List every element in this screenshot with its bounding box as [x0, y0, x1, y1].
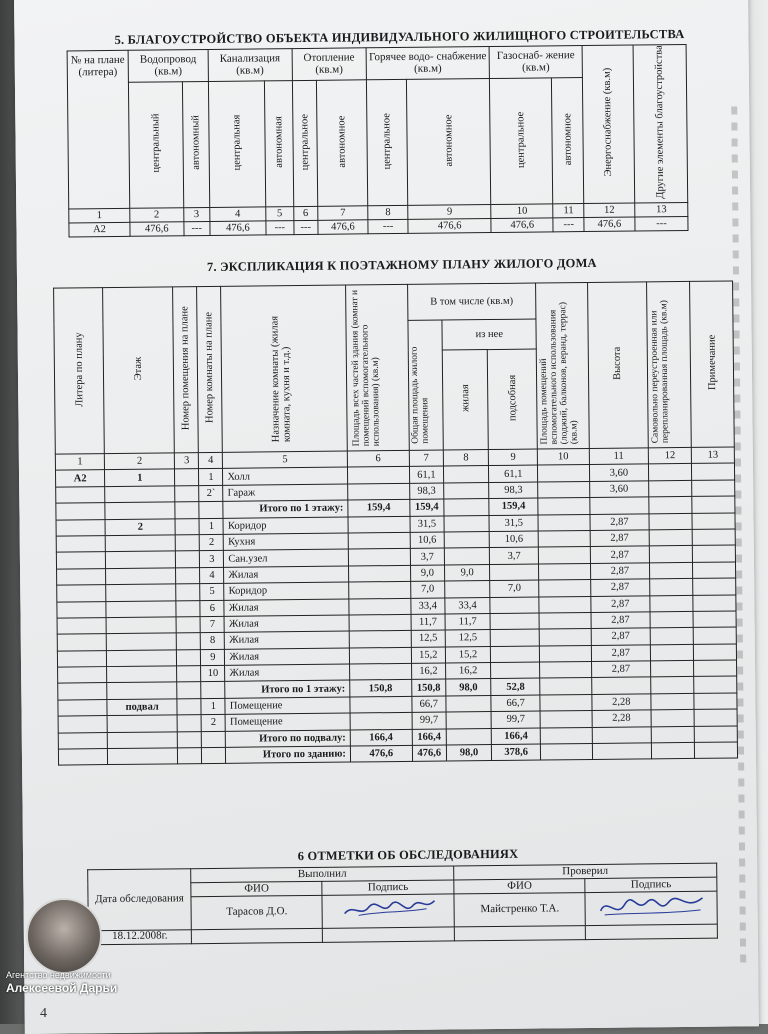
s7-h-rebuilt: Самовольно переустроенная или перепланированная площадь (кв.м): [649, 299, 671, 444]
s5-sub: автономная: [273, 116, 285, 168]
s6-fio: ФИО: [454, 879, 586, 894]
s5-data-row: А2 476,6 --- 476,6 --- --- 476,6 --- 476,6 476,6 --- 476,6 ---: [69, 217, 688, 237]
s5-number-row: 1 2 3 4 5 6 7 8 9 10 11 12 13: [69, 203, 688, 223]
s5-group-water: Водопровод (кв.м): [128, 49, 208, 82]
s6-signature: Подпись: [322, 880, 454, 895]
handwritten-signature-icon: [596, 892, 706, 921]
section7-table: [53, 280, 738, 766]
s7-h-aux-area: Площадь помещений вспомогательного использования (лоджий, балконов, веранд, террас) (кв.м): [539, 301, 581, 445]
s7-room-row: 9 Жилая 15,2 15,2 2,87: [57, 644, 736, 668]
s6-date-label: Дата обследования: [88, 869, 192, 931]
s5-sub: автономное: [336, 115, 348, 168]
s7-h-floor: Этаж: [133, 356, 145, 381]
s7-h-height: Высота: [612, 347, 624, 381]
s7-h-aux: подсобная: [506, 374, 519, 421]
s5-group-heating: Отопление (кв.м): [292, 48, 367, 81]
s6-checked: Проверил: [454, 863, 717, 880]
s7-room-row: 2 Помещение 99,7 99,7 2,28: [58, 709, 737, 733]
section5-table: [67, 44, 689, 238]
s6-checker-signature: [585, 891, 717, 925]
s7-h-room-plan-no: Номер комнаты на плане: [203, 312, 216, 424]
s7-room-row: 2 1 Коридор 31,5 31,5 2,87: [56, 513, 735, 537]
s7-total-row: Итого по 1 этажу: 150,8 150,8 98,0 52,8: [58, 676, 737, 700]
s7-body: [55, 463, 737, 765]
s7-total-row: Итого по зданию: 476,6 476,6 98,0 378,6: [58, 742, 737, 766]
s7-total-row: Итого по подвалу: 166,4 166,4 166,4: [58, 726, 737, 750]
s7-h-living: жилая: [459, 384, 472, 413]
s7-room-row: А2 1 1 Холл 61,1 61,1 3,60: [55, 463, 734, 487]
s7-number-row: 1 2 3 4 5 6 7 8 9 10 11 12 13: [55, 447, 734, 471]
s5-energy: Энергоснабжение (кв.м): [602, 68, 615, 177]
s7-room-row: 2 Кухня 10,6 10,6 2,87: [56, 529, 735, 553]
s7-room-row: 4 Жилая 9,0 9,0 2,87: [57, 562, 736, 586]
s7-h-of-it: из нее: [442, 319, 536, 350]
s5-group-gas: Газоснаб- жение (кв.м): [489, 46, 582, 79]
section5-title: 5. БЛАГОУСТРОЙСТВО ОБЪЕКТА ИНДИВИДУАЛЬНОГО ЖИЛИЩНОГО СТРОИТЕЛЬСТВА: [114, 26, 685, 47]
s5-sub: автономное: [443, 114, 455, 167]
s7-room-row: 5 Коридор 7,0 7,0 2,87: [57, 578, 736, 602]
s5-group-sewer: Канализация (кв.м): [208, 49, 292, 82]
s6-fio: ФИО: [191, 881, 323, 896]
s5-sub: центральное: [299, 113, 311, 170]
s5-col-plan: № на плане (литера): [67, 50, 130, 209]
section7-title: 7. ЭКСПЛИКАЦИЯ К ПОЭТАЖНОМУ ПЛАНУ ЖИЛОГО ДОМА: [206, 255, 597, 274]
s5-other: Другие элементы благоустройства: [654, 45, 667, 199]
s7-room-row: 3 Сан.узел 3,7 3,7 2,87: [56, 545, 735, 569]
agency-watermark: [6, 898, 134, 998]
s7-h-room-no: Номер помещения на плане: [179, 306, 192, 431]
agent-photo-icon: [26, 898, 102, 974]
s5-group-hotwater: Горячее водо- снабжение (кв.м): [366, 47, 489, 80]
s7-room-row: 8 Жилая 12,5 12,5 2,87: [57, 627, 736, 651]
s5-sub: автономное: [562, 112, 574, 166]
s5-sub: центральный: [150, 113, 162, 173]
s5-sub: центральное: [381, 112, 394, 170]
s7-room-row: 7 Жилая 11,7 11,7 2,87: [57, 611, 736, 635]
s5-sub: центральная: [231, 114, 243, 171]
document-page: [14, 0, 759, 1034]
s7-h-purpose: Назначение комнаты (жилая комната, кухня и т.д.): [269, 315, 293, 443]
s6-performer-signature: [322, 894, 454, 928]
handwritten-signature-icon: [338, 897, 438, 922]
section6-title: 6 ОТМЕТКИ ОБ ОБСЛЕДОВАНИЯХ: [297, 846, 519, 864]
s7-room-row: 6 Жилая 33,4 33,4 2,87: [57, 594, 736, 618]
s7-h-total-living: Общая площадь жилого помещения: [410, 346, 432, 444]
section6-table: [87, 863, 718, 945]
s5-sub: центральное: [515, 111, 528, 168]
s7-h-note: Примечание: [706, 334, 718, 391]
s7-room-row: 2` Гараж 98,3 98,3 3,60: [56, 480, 735, 504]
s7-h-litera: Литера по плану: [73, 332, 85, 407]
s6-performed: Выполнил: [191, 866, 454, 883]
s7-room-row: 10 Жилая 16,2 16,2 2,87: [58, 660, 737, 684]
s6-date: 18.12.2008г.: [88, 929, 191, 944]
s6-checker-name: Майстренко Т.А.: [454, 893, 586, 927]
watermark-line1: Агентство недвижимости: [6, 970, 111, 980]
s7-h-area-all: Площадь всех частей здания (комнат и помещений вспомогательного использования) (кв.м): [350, 289, 382, 447]
s5-sub: автономный: [189, 115, 202, 171]
s7-total-row: Итого по 1 этажу: 159,4 159,4 159,4: [56, 496, 735, 520]
s7-h-incl: В том числе (кв.м): [407, 283, 536, 320]
s7-room-row: подвал 1 Помещение 66,7 66,7 2,28: [58, 693, 737, 717]
page-number: 4: [40, 1006, 47, 1021]
s6-performer-name: Тарасов Д.О.: [191, 895, 323, 929]
s6-signature: Подпись: [585, 877, 717, 892]
watermark-line2: Алексеевой Дарьи: [6, 981, 118, 995]
